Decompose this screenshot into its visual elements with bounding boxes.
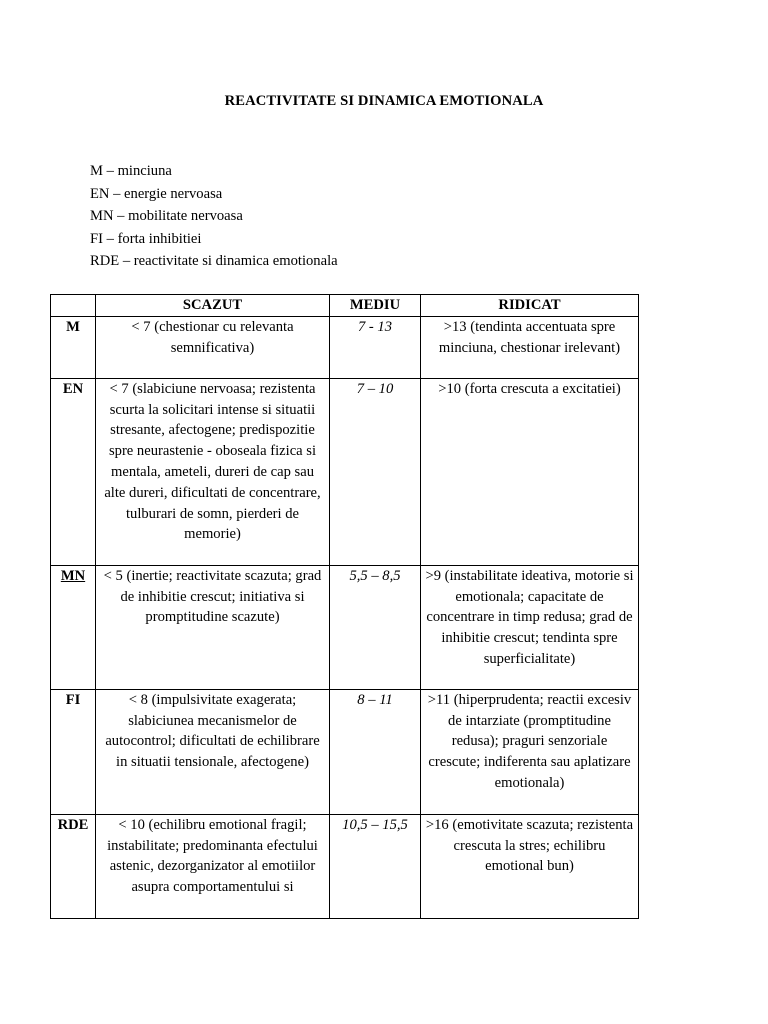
table-row: [51, 689, 639, 814]
row-scazut: < 7 (slabiciune nervoasa; rezistenta scurta la solicitari intense si situatii stresante, afectogene; predispozitie spre neurastenie - oboseala fizica si mentala, ameteli, dureri de cap sau alte dureri, dificultati de concentrare, tulburari de somn, pierderi de memorie): [96, 378, 330, 565]
legend-item-m: M – minciuna: [90, 163, 172, 179]
score-table: [50, 294, 639, 919]
legend-item-rde: RDE – reactivitate si dinamica emotionala: [90, 253, 338, 269]
row-mediu: 7 – 10: [330, 378, 421, 565]
table-header-row: [51, 295, 639, 317]
abbreviation-legend: [90, 160, 338, 273]
row-mediu: 8 – 11: [330, 689, 421, 814]
legend-item-en: EN – energie nervoasa: [90, 185, 223, 202]
row-scazut: < 7 (chestionar cu relevanta semnificativa): [96, 316, 330, 378]
header-key: [51, 295, 96, 317]
row-ridicat: >13 (tendinta accentuata spre minciuna, chestionar irelevant): [421, 316, 639, 378]
row-key: M: [51, 316, 96, 378]
table-row: [51, 565, 639, 689]
document-title: REACTIVITATE SI DINAMICA EMOTIONALA: [224, 93, 544, 109]
row-ridicat: >16 (emotivitate scazuta; rezistenta crescuta la stres; echilibru emotional bun): [421, 814, 639, 918]
table-row: [51, 378, 639, 565]
row-mediu: 7 - 13: [330, 316, 421, 378]
row-scazut: < 8 (impulsivitate exagerata; slabiciunea mecanismelor de autocontrol; dificultati de echilibrare in situatii tensionale, afectogene): [96, 689, 330, 814]
table-row: [51, 316, 639, 378]
header-ridicat: RIDICAT: [421, 295, 639, 317]
row-mediu: 10,5 – 15,5: [330, 814, 421, 918]
row-key: EN: [51, 378, 96, 565]
row-ridicat: >11 (hiperprudenta; reactii excesiv de intarziate (promptitudine redusa); praguri senzoriale crescute; indiferenta sau aplatizare emotionala): [421, 689, 639, 814]
row-scazut: < 5 (inertie; reactivitate scazuta; grad de inhibitie crescut; initiativa si promptitudine scazute): [96, 565, 330, 689]
row-ridicat: >9 (instabilitate ideativa, motorie si emotionala; capacitate de concentrare in timp redusa; grad de inhibitie crescut; tendinta spre superficialitate): [421, 565, 639, 689]
header-mediu: MEDIU: [330, 295, 421, 317]
row-key: MN: [51, 565, 96, 689]
row-mediu: 5,5 – 8,5: [330, 565, 421, 689]
table-row: [51, 814, 639, 918]
row-key: RDE: [51, 814, 96, 918]
row-ridicat: >10 (forta crescuta a excitatiei): [421, 378, 639, 565]
legend-item-fi: FI – forta inhibitiei: [90, 230, 202, 247]
legend-item-mn: MN – mobilitate nervoasa: [90, 208, 243, 224]
header-scazut: SCAZUT: [96, 295, 330, 317]
row-scazut: < 10 (echilibru emotional fragil; instabilitate; predominanta efectului astenic, dezorganizator al emotiilor asupra comportamentului si: [96, 814, 330, 918]
row-key: FI: [51, 689, 96, 814]
